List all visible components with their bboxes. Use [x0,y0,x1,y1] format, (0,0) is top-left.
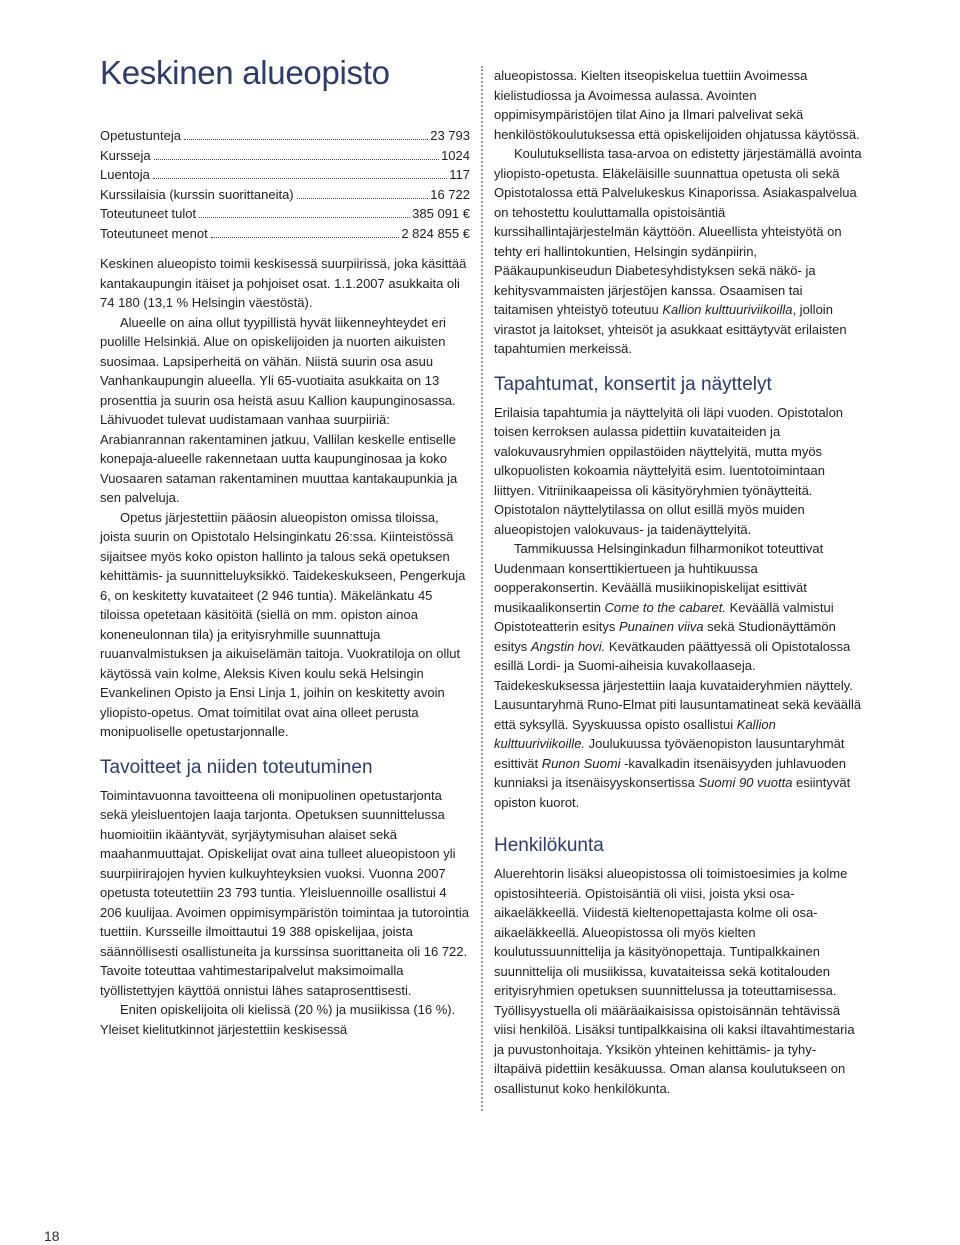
body-paragraph: Opetus järjestettiin pääosin alueopiston omissa tiloissa, joista suurin on Opistotalo Helsinginkatu 26:ssa. Kiinteistössä sijaitsee myös koko opiston hallinto ja talous sekä opetuksen kehittämis- ja suunnitteluyksikkö. Taidekeskukseen, Pengerkuja 6, on keskitetty kuvataiteet (2 946 tuntia). Mäkelänkatu 45 tiloissa opetetaan käsitöitä (siellä on mm. opiston ainoa koneneulonnan tila) ja erityisryhmille suunnattuja ruuanvalmistuksen ja aikuiselämän taitoja. Vuokratiloja on ollut käytössä vain kolme, Aleksis Kiven koulu sekä Helsingin Evankelinen Opisto ja Ensi Linja 1, joihin on keskitetty avoin yliopisto-opetus. Omat toimitilat ovat aina olleet perusta monipuoliselle opetustarjonnalle. [100,509,466,739]
text-run: -kavalkadin itsenäisyyden juhlavuoden kunniaksi ja itsenäisyyskonsertissa [494,755,846,790]
stat-label: Luentoja [100,167,150,182]
stat-value: 117 [449,167,470,182]
body-paragraph: Toimintavuonna tavoitteena oli monipuolinen opetustarjonta sekä yleisluentojen laaja tarjonta. Opetuksen suunnittelussa huomioitiin ikääntyvät, syrjäytymisuhan alaiset sekä maahanmuuttajat. Opiskelijat ovat aina tulleet alueopistoon yli suurpiirirajojen hyvien kulkuyhteyksien vuoksi. Vuonna 2007 opetusta toteutettiin 23 793 tuntia. Yleisluennoille osallistui 4 206 kuulijaa. Avoimen oppimisympäristön toimintaa ja tutorointia tuettiin. Kursseille ilmoittautui 19 388 opiskelijaa, joista säännöllisesti osallistuneita ja kurssinsa suorittaneita oli 16 722. Tavoite toteuttaa vahtimestaripalvelut maksimoimalla työllistettyjen käyttöä onnistui lähes sataprosenttisesti. [100,787,470,998]
emphasis-text: Suomi 90 vuotta [698,775,793,790]
section-heading: Tavoitteet ja niiden toteutuminen [100,756,373,778]
stat-label: Kurssilaisia (kurssin suorittaneita) [100,186,294,202]
body-paragraph [494,144,862,359]
stat-row [100,165,470,185]
stats-list [100,126,470,243]
leader-dots [199,217,410,218]
emphasis-text: Punainen viiva [619,619,704,634]
leader-dots [154,159,440,160]
body-paragraph: Alueelle on aina ollut tyypillistä hyvät liikenneyhteydet eri puolille Helsinkiä. Alue on opiskelijoiden ja nuorten aikuisten suosimaa. Lapsiperheitä on vähän. Niistä suurin osa asuu Vanhankaupungin alueella. Yli 65-vuotiaita asukkaita on 13 prosenttia ja suurin osa heistä asuu Kallion kaupunginosassa. Lähivuodet tulevat uudistamaan vanhaa suurpiiriä: Arabianrannan rakentaminen jatkuu, Vallilan keskelle entiselle konepaja-alueelle rakennetaan uutta kaupunginosaa ja koko Vuosaaren sataman rakentaminen muuttaa kantakaupunkia ja sen palveluja. [100,314,458,505]
stat-value: 23 793 [430,128,470,143]
stat-label: Kursseja [100,147,151,163]
stat-row [100,204,470,224]
stat-row [100,126,470,146]
body-paragraph: Erilaisia tapahtumia ja näyttelyitä oli läpi vuoden. Opistotalon toisen kerroksen aulassa pidettiin kuvataiteiden ja valokuvausryhmien oppilastöiden näyttelyitä, mutta myös ulkopuolisten kokoamia näyttelyitä esim. luentotoimintaan liittyen. Vitriinikaapeissa oli käsityöryhmien työnäytteitä. Opistotalon näyttelytilassa on ollut esillä myös muiden alueopistojen valokuvaus- ja taidenäyttelyitä. [494,404,844,537]
body-paragraph [494,539,862,812]
text-run: Kevätkauden päättyessä oli Opistotalossa esillä Lordi- ja Suomi-aiheisia kuvakollaaseja. Taidekeskuksessa järjestettiin laaja kuvataideryhmien näyttely. Lausuntaryhmä Runo-Elmat piti lausuntamatineat sekä keväällä että syksyllä. Syyskuussa opisto osallistui [494,638,862,732]
emphasis-text: Runon Suomi [541,755,621,771]
page-number: 18 [44,1228,60,1244]
left-column [100,126,470,1039]
section-heading: Henkilökunta [494,835,604,856]
stat-value: 1024 [441,147,470,163]
body-paragraph: Eniten opiskelijoita oli kielissä (20 %) ja musiikissa (16 %). Yleiset kielitutkinnot järjestettiin keskisessä [100,1002,456,1037]
text-run: , jolloin virastot ja laitokset, yhteisöt ja asukkaat esittäytyvät erilaisten tapahtumien merkeissä. [494,302,847,356]
text-run: Koulutuksellista tasa-arvoa on edistetty järjestämällä avointa yliopisto-opetusta. Eläkeläisille suunnattua opetusta oli sekä Opistotalossa että Palvelukeskus Kinaporissa. Asiakaspalvelua on tehostettu kouluttamalla opistoisäntiä kurssihallintajärjestelmän käyttöön. Alueellista yhteistyötä on tehty eri hallintokuntien, Helsingin sydänpiirin, Pääkaupunkiseudun Diabetesyhdistyksen sekä näkö- ja kehitysvammaisten järjestöjen kanssa. Osaamisen tai taitamisen yhteistyö toteutuu [494,146,862,317]
stat-label: Toteutuneet menot [100,225,208,241]
emphasis-text: Kallion kulttuuriviikoille. [494,716,776,751]
page-title: Keskinen alueopisto [100,54,390,91]
stat-label: Opetustunteja [100,128,181,143]
emphasis-text: Kallion kulttuuriviikoilla [662,302,793,317]
stat-row [100,146,470,166]
stat-row [100,224,470,244]
section-heading: Tapahtumat, konsertit ja näyttelyt [494,373,772,395]
text-run: Joulukuussa työväenopiston lausuntaryhmät esittivät [494,736,845,771]
stat-value: 2 824 855 € [401,225,470,241]
stat-value: 16 722 [430,186,470,202]
emphasis-text: Come to the cabaret. [604,599,726,615]
body-paragraph: Aluerehtorin lisäksi alueopistossa oli toimistoesimies ja kolme opistosihteeriä. Opistoisäntiä oli viisi, joista yksi osa-aikaeläkkeellä. Viidestä kieltenopettajasta kolme oli osa-aikaeläkkeellä. Alueopistossa oli myös kielten koulutussuunnittelija ja käsityönopettaja. Tuntipalkkainen suunnittelija oli musiikissa, kuvataiteissa sekä kotitalouden erityisryhmien opetuksen suunnittelussa ja toteuttamisessa. Työllisyystuella oli määräaikaisissa opistoisännän tehtävissä viisi henkilöä. Lisäksi tuntipalkkaisina oli kaksi iltavahtimestaria ja puvustonhoitaja. Yksikön yhteinen kehittämis- ja tyhy-iltapäivä pidettiin kesäkuussa. Oman alansa koulutukseen on osallistunut koko henkilökunta. [494,866,855,1096]
text-run: Keväällä valmistui Opistoteatterin esitys [494,599,834,634]
stat-value: 385 091 € [412,206,470,221]
leader-dots [153,178,447,179]
leader-dots [184,139,428,140]
body-paragraph: Keskinen alueopisto toimii keskisessä suurpiirissä, joka käsittää kantakaupungin itäiset ja pohjoiset osat. 1.1.2007 asukkaita oli 74 180 (13,1 % Helsingin väestöstä). [100,256,467,310]
stat-row [100,185,470,205]
right-column [494,66,862,1098]
text-run: sekä Studionäyttämön esitys [494,619,836,654]
leader-dots [211,237,400,238]
emphasis-text: Angstin hovi. [530,638,606,654]
body-paragraph: alueopistossa. Kielten itseopiskelua tuettiin Avoimessa kielistudiossa ja Avoimessa aulassa. Avointen oppimisympäristöjen tilat Aino ja Ilmari palvelivat sekä henkilöstökoulutuksessa että opiskelijoiden ohjatussa käytössä. [494,68,860,142]
stat-label: Toteutuneet tulot [100,206,197,221]
text-run: esiintyvät opiston kuorot. [494,775,851,810]
text-run: Tammikuussa Helsinginkadun filharmonikot toteuttivat Uudenmaan konserttikiertueen ja huhtikuussa oopperakonsertin. Keväällä musiikinopiskelijat esittivät musikaalikonsertin [494,541,824,615]
column-divider [481,66,483,1111]
leader-dots [297,198,429,199]
